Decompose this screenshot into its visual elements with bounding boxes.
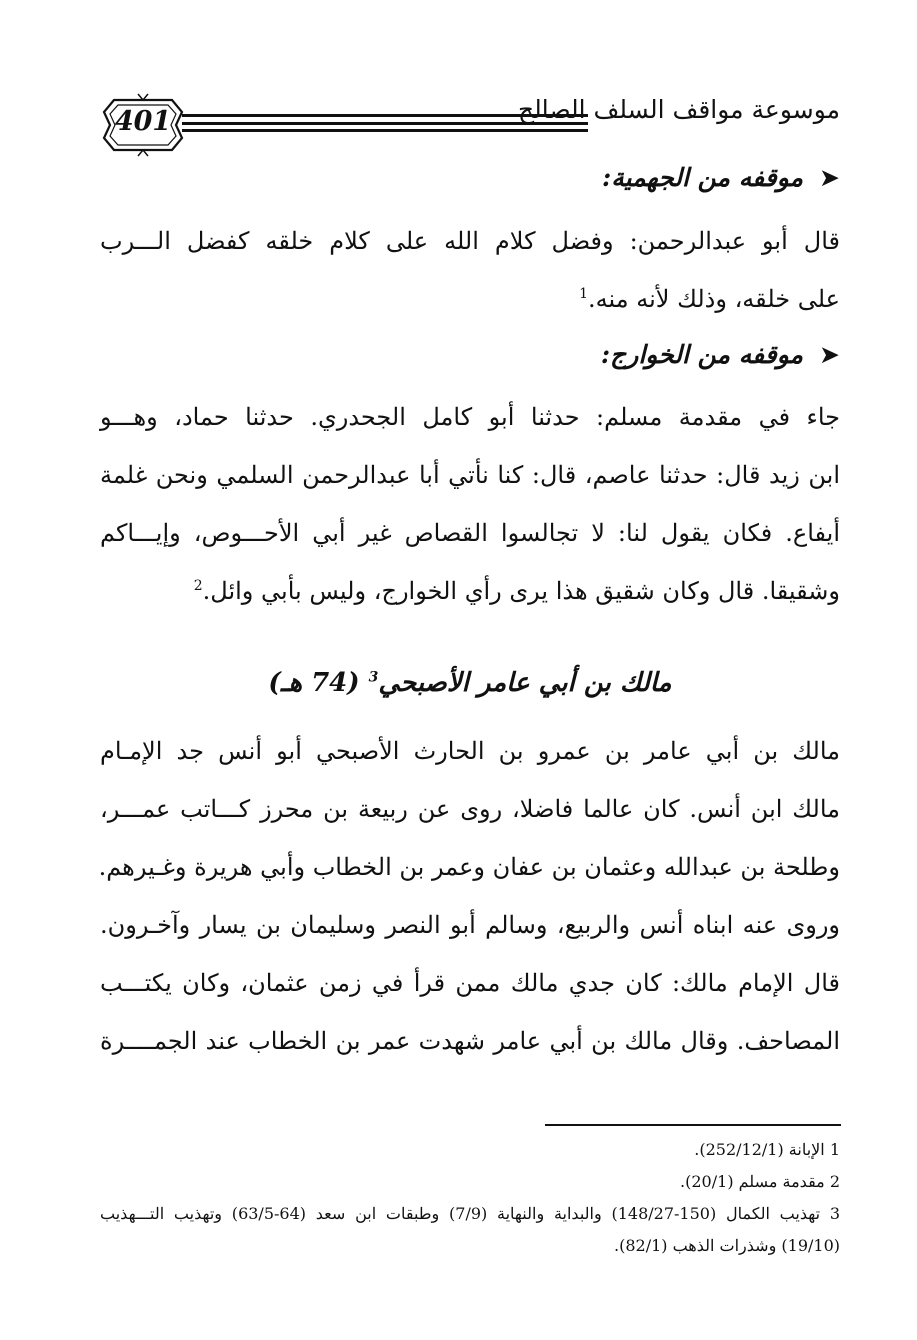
arrow-bullet-icon: ➤ <box>819 340 840 369</box>
text-line: مالك ابن أنس. كان عالما فاضلا، روى عن ربيعة بن محرز كـــاتب عمـــر، <box>100 795 840 823</box>
footnote-item: 3 تهذيب الكمال (150-148/27) والبداية والنهاية (7/9) وطبقات ابن سعد (64-63/5) وتهذيب التـــهذيب <box>100 1204 841 1223</box>
text-line: وشقيقا. قال وكان شقيق هذا يرى رأي الخوارج، وليس بأبي وائل.$^2$ <box>193 577 840 605</box>
footnote-item: (19/10) وشذرات الذهب (82/1). <box>614 1236 840 1255</box>
arrow-bullet-icon: ➤ <box>819 163 840 192</box>
text-line: قال أبو عبدالرحمن: وفضل كلام الله على كلام خلقه كفضل الـــرب <box>100 227 840 255</box>
text-line: ابن زيد قال: حدثنا عاصم، قال: كنا نأتي أبا عبدالرحمن السلمي ونحن غلمة <box>100 461 840 489</box>
footnotes <box>100 1134 840 1262</box>
text-line: أيفاع. فكان يقول لنا: لا تجالسوا القصاص غير أبي الأحـــوص، وإيـــاكم <box>100 519 840 547</box>
text-line: وطلحة بن عبدالله وعثمان بن عفان وعمر بن الخطاب وأبي هريرة وغـيرهم. <box>98 853 840 881</box>
text-line: المصاحف. وقال مالك بن أبي عامر شهدت عمر بن الخطاب عند الجمــــرة <box>100 1027 840 1055</box>
section-heading-khawarij: ➤موقفه من الخوارج: <box>600 340 840 369</box>
page-number-badge <box>100 92 186 158</box>
section-body-khawarij <box>100 388 840 620</box>
footnote-item: 2 مقدمة مسلم (20/1). <box>680 1172 840 1191</box>
series-title: موسوعة مواقف السلف الصالح <box>517 95 840 124</box>
footnote-ref: 3 <box>368 669 379 686</box>
text-line: مالك بن أبي عامر بن عمرو بن الحارث الأصبحي أبو أنس جد الإمـام <box>100 737 840 765</box>
text-line: جاء في مقدمة مسلم: حدثنا أبو كامل الجحدري. حدثنا حماد، وهـــو <box>100 403 840 431</box>
header-rule <box>182 129 588 132</box>
biography-title: مالك بن أبي عامر الأصبحي$^3$ (74 هـ) <box>268 668 672 698</box>
footnote-item: 1 الإبانة (252/12/1). <box>694 1140 840 1159</box>
footnote-ref: 2 <box>193 578 203 594</box>
text-line: على خلقه، وذلك لأنه منه.$^1$ <box>579 285 840 313</box>
section-body-jahmiyya <box>100 212 840 328</box>
section-heading-jahmiyya: ➤موقفه من الجهمية: <box>602 163 840 192</box>
page-number: 401 <box>114 106 172 137</box>
biography-body <box>100 722 840 1070</box>
text-line: وروى عنه ابناه أنس والربيع، وسالم أبو النصر وسليمان بن يسار وآخـرون. <box>100 911 840 939</box>
footnote-ref: 1 <box>579 286 589 302</box>
page-header <box>100 92 840 162</box>
footnote-divider <box>545 1124 841 1126</box>
text-line: قال الإمام مالك: كان جدي مالك ممن قرأ في زمن عثمان، وكان يكتـــب <box>100 969 840 997</box>
